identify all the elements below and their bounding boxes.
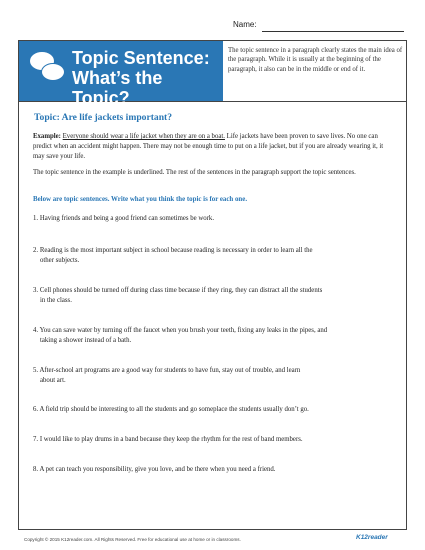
item-text: Reading is the most important subject in school because reading is necessary in order to learn all the (39, 247, 313, 254)
name-line[interactable] (262, 31, 404, 32)
item-text-continued: taking a shower instead of a bath. (40, 336, 132, 344)
brand-logo: K12reader (356, 534, 388, 541)
speech-bubble-icon (41, 63, 65, 81)
item-text: A field trip should be interesting to all the students and go someplace the students usually don’t go. (39, 406, 309, 413)
list-item (33, 326, 395, 346)
worksheet-title (72, 48, 223, 108)
list-item (33, 286, 395, 306)
item-text-continued: other subjects. (40, 256, 80, 264)
item-text: I would like to play drums in a band because they keep the rhythm for the rest of band members. (39, 436, 303, 443)
list-item (33, 405, 395, 415)
instructions: Below are topic sentences. Write what you think the topic is for each one. (33, 196, 248, 203)
item-text: After-school art programs are a good way for students to have fun, stay out of trouble, and learn (39, 367, 301, 374)
item-text-continued: about art. (40, 376, 66, 384)
name-label: Name: (233, 20, 257, 29)
item-text: A pet can teach you responsibility, give you love, and be there when you need a friend. (39, 466, 276, 473)
item-number: 5. (33, 367, 39, 374)
explanation-text: The topic sentence in the example is underlined. The rest of the sentences in the paragraph support the topic sentences. (33, 169, 356, 176)
list-item (33, 246, 395, 266)
item-text: Cell phones should be turned off during class time because if they ring, they can distract all the students (39, 287, 323, 294)
item-number: 3. (33, 287, 39, 294)
item-number: 6. (33, 406, 39, 413)
list-item (33, 435, 395, 445)
topic-heading: Topic: Are life jackets important? (34, 112, 173, 123)
item-number: 7. (33, 436, 39, 443)
example-topic-sentence: Everyone should wear a life jacket when they are on a boat. (62, 133, 225, 140)
example-rest: Life jackets have been proven to save lives. No one can predict when an accident might happen. There may not be enough time to put on a life jacket, but if you are already wearing it, it may save your life. (33, 133, 384, 160)
example-paragraph (33, 132, 395, 161)
list-item (33, 366, 395, 386)
item-text: Having friends and being a good friend can sometimes be work. (39, 215, 215, 222)
item-number: 2. (33, 247, 39, 254)
item-number: 8. (33, 466, 39, 473)
list-item (33, 214, 395, 224)
item-text-continued: in the class. (40, 296, 72, 304)
worksheet-header (18, 40, 407, 108)
item-text: You can save water by turning off the faucet when you brush your teeth, fixing any leaks in the pipes, and (39, 327, 328, 334)
copyright-footer: Copyright © 2015 K12reader.com. All Rights Reserved. Free for educational use at home or in classrooms. (24, 537, 241, 542)
title-line-2: What’s the Topic? (72, 68, 163, 108)
example-label: Example: (33, 133, 61, 140)
item-number: 1. (33, 215, 39, 222)
title-banner (19, 41, 223, 108)
header-description: The topic sentence in a paragraph clearly states the main idea of the paragraph. While it is usually at the beginning of the paragraph, it also can be in the middle or end of it. (228, 47, 403, 73)
item-number: 4. (33, 327, 39, 334)
list-item (33, 465, 395, 475)
title-line-1: Topic Sentence: (72, 48, 210, 68)
